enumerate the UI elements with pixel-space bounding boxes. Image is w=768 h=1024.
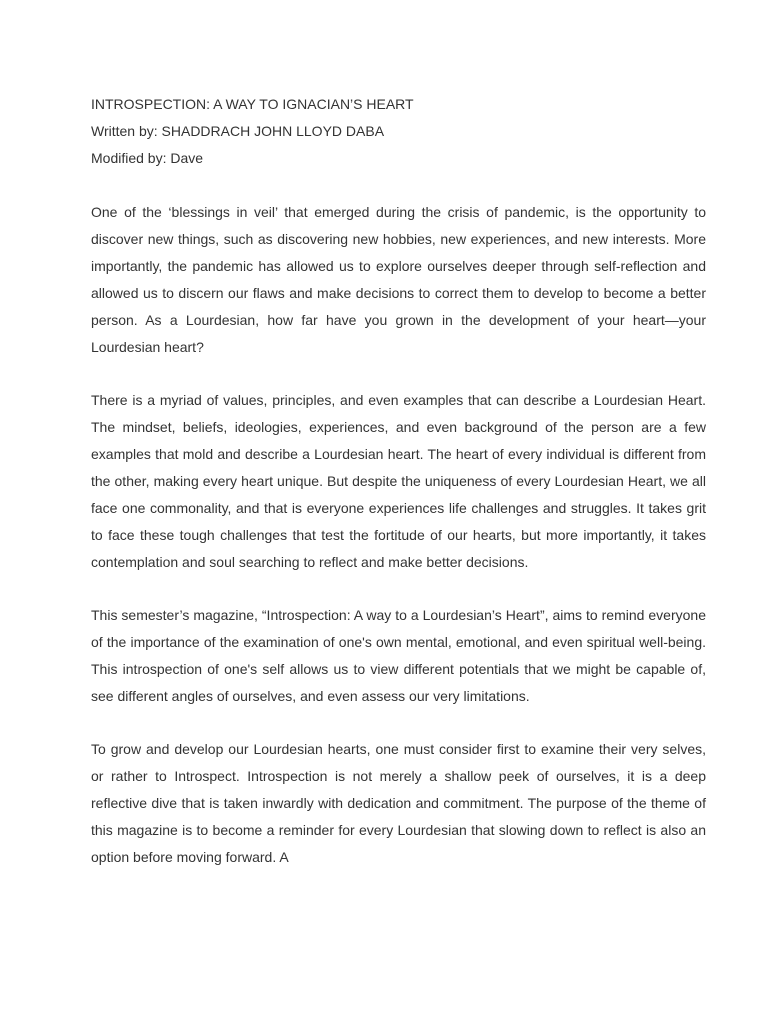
author-line: Written by: SHADDRACH JOHN LLOYD DABA: [91, 123, 385, 139]
paragraph-3: This semester’s magazine, “Introspection: A way to a Lourdesian’s Heart”, aims to remind everyone of the importance of the examination of one's own mental, emotional, and even spiritual well-being. This introspection of one's self allows us to view different potentials that we might be capable of, see different angles of ourselves, and even assess our very limitations.: [91, 607, 706, 704]
paragraph-2: There is a myriad of values, principles, and even examples that can describe a Lourdesian Heart. The mindset, beliefs, ideologies, experiences, and even background of the person are a few examples that mold and describe a Lourdesian heart. The heart of every individual is different from the other, making every heart unique. But despite the uniqueness of every Lourdesian Heart, we all face one commonality, and that is everyone experiences life challenges and struggles. It takes grit to face these tough challenges that test the fortitude of our hearts, but more importantly, it takes contemplation and soul searching to reflect and make better decisions.: [91, 392, 706, 570]
paragraph-4: To grow and develop our Lourdesian hearts, one must consider first to examine their very selves, or rather to Introspect. Introspection is not merely a shallow peek of ourselves, it is a deep reflective dive that is taken inwardly with dedication and commitment. The purpose of the theme of this magazine is to become a reminder for every Lourdesian that slowing down to reflect is also an option before moving forward. A: [91, 741, 706, 865]
modifier-line: Modified by: Dave: [91, 150, 204, 166]
paragraph-1: One of the ‘blessings in veil’ that emerged during the crisis of pandemic, is the opportunity to discover new things, such as discovering new hobbies, new experiences, and new interests. More importantly, the pandemic has allowed us to explore ourselves deeper through self-reflection and allowed us to discern our flaws and make decisions to correct them to develop to become a better person. As a Lourdesian, how far have you grown in the development of your heart—your Lourdesian heart?: [91, 204, 706, 355]
document-title: INTROSPECTION: A WAY TO IGNACIAN’S HEART: [91, 96, 414, 112]
